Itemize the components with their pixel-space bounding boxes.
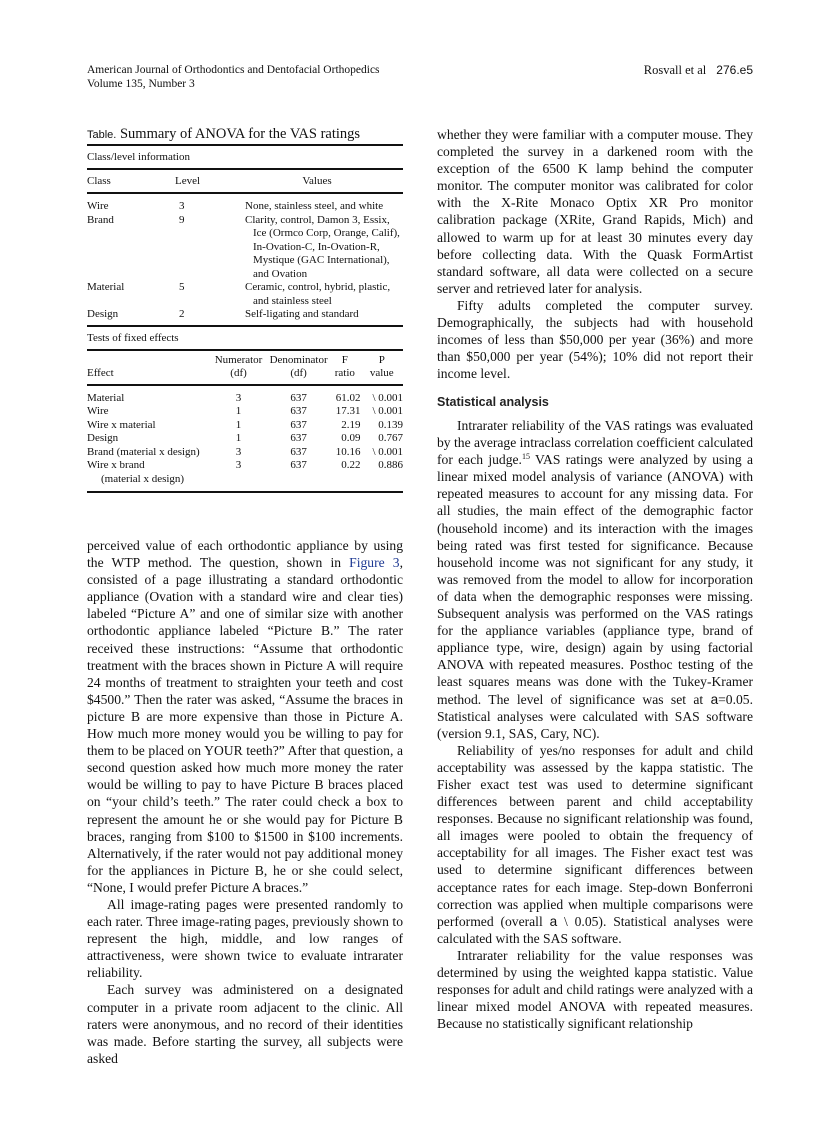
header-line: Numerator: [214, 353, 263, 366]
column-header-f-ratio: [329, 354, 360, 380]
cell-numerator-df: 3: [235, 391, 242, 404]
column-header-denominator: [268, 354, 329, 380]
figure-3-link[interactable]: Figure 3: [349, 555, 400, 571]
cell-f-ratio: 17.31: [335, 405, 361, 417]
page-number: 276.e5: [716, 63, 753, 77]
table-row: [87, 308, 403, 322]
cell-level: 3: [179, 200, 185, 212]
table-row: [87, 392, 403, 406]
paragraph: Fifty adults completed the computer survey. Demographically, the subjects had with household incomes of less than $50,000 per year (36%) and more than $50,000 per year (54%); 10% did not report their income level.: [437, 297, 753, 382]
cell-p-value: 0.139: [378, 418, 404, 431]
paragraph: Intrarater reliability for the value responses was determined by using the weighted kappa statistic. Value responses for adult and child ratings were analyzed with a linear mixed model ANOVA with repeated measures. Because no statistically significant relationship: [437, 947, 753, 1032]
table-row: [87, 459, 403, 486]
cell-p-value: 0.767: [378, 432, 404, 444]
table-row: [87, 405, 403, 419]
text-run: , consisted of a page illustrating a standard orthodontic appliance (Ovation with a standard wire and clear ties) labeled “Picture A” and one of similar size with another orthodontic appliance labeled “Picture B.” The rater received these instructions: “Assume that orthodontic treatment with the braces shown in Picture A will require 24 months of treatment to straighten your teeth and cost $4500.” Then the rater was asked, “Assume the braces in picture B are more expensive than those in Picture A. How much more money would you be willing to pay for them to be placed on YOUR teeth?” After that question, a second question asked how much more money the rater would be willing to pay to have Picture B braces placed on “your child’s teeth.” The rater could check a box to represent the amount he or she would pay for Picture B braces, ranging from $100 to $1500 in $100 increments. Alternatively, if the rater would not pay additional money for the appliances in Picture B, he or she could select, “None, I would prefer Picture A braces.”: [87, 555, 404, 895]
cell-denominator-df: 637: [290, 405, 307, 417]
cell-class: Design: [87, 308, 119, 320]
page-reference: [644, 63, 753, 77]
journal-volume: Volume 135, Number 3: [87, 78, 195, 90]
cell-f-ratio: 61.02: [335, 391, 361, 404]
cell-class: Material: [87, 281, 125, 293]
table-row: [87, 446, 403, 460]
class-section-heading: Class/level information: [87, 151, 190, 163]
table-rule: [87, 491, 403, 493]
header-line: (df): [230, 366, 247, 379]
cell-effect: Design: [87, 432, 119, 444]
right-column-text: [437, 126, 753, 382]
cell-values: Ceramic, control, hybrid, plastic, and stainless steel: [245, 281, 391, 307]
cell-effect: Wire x material: [87, 418, 156, 431]
cell-f-ratio: 2.19: [341, 418, 361, 431]
text-run: Intrarater reliability of the VAS ratings was evaluated by the average intraclass correlation coefficient calculated for each judge.: [437, 418, 754, 468]
cell-values: None, stainless steel, and white: [245, 200, 384, 212]
text-run: Reliability of yes/no responses for adult and child acceptability was assessed by the kappa statistic. The Fisher exact test was used to determine significant differences between parent and child acceptability responses. Because no significant relationship was found, all images were pooled to obtain the frequency of acceptability for all images. The Fisher exact test was used to determine significant differences between acceptance rates for each image. Step-down Bonferroni correction was applied when multiple comparisons were performed (overall: [437, 742, 753, 929]
cell-class: Wire: [87, 200, 109, 212]
effects-table-header: [87, 351, 403, 384]
cell-level: 5: [179, 281, 185, 293]
effects-table-body: [87, 386, 403, 492]
cell-numerator-df: 3: [235, 445, 242, 458]
header-line: ratio: [334, 366, 355, 379]
journal-info: [87, 63, 380, 91]
paragraph: [437, 742, 753, 947]
header-line: Denominator: [269, 353, 328, 366]
table-title: Summary of ANOVA for the VAS ratings: [119, 126, 361, 142]
header-line: F: [341, 353, 348, 366]
cell-f-ratio: 0.09: [341, 432, 361, 444]
cell-effect: [87, 459, 209, 486]
table-caption: [87, 124, 403, 144]
cell-f-ratio: 0.22: [341, 459, 361, 471]
table-row: [87, 419, 403, 433]
reference-15-link[interactable]: 15: [521, 452, 530, 462]
paragraph: Each survey was administered on a designated computer in a private room adjacent to the clinic. All raters were anonymous, and no record of their identities was made. Before starting the survey, all subjects were asked: [87, 982, 403, 1066]
effects-section-heading: Tests of fixed effects: [87, 331, 179, 344]
cell-denominator-df: 637: [290, 445, 307, 458]
cell-class: Brand: [87, 213, 114, 226]
cell-denominator-df: 637: [290, 432, 307, 444]
cell-denominator-df: 637: [290, 391, 307, 404]
table-label: Table.: [87, 129, 117, 141]
cell-level: 2: [179, 308, 185, 320]
cell-p-value: \ 0.001: [372, 405, 404, 417]
header-line: (df): [290, 366, 307, 379]
class-table-body: [87, 194, 403, 325]
cell-level: 9: [179, 213, 185, 226]
cell-effect: Wire: [87, 405, 109, 417]
effect-name: Wire x brand: [87, 459, 145, 471]
text-run: \ 0.05). Statistical analyses were calculated with the SAS software.: [437, 913, 753, 946]
cell-effect: Material: [87, 391, 125, 404]
cell-f-ratio: 10.16: [335, 445, 361, 458]
text-run: perceived value of each orthodontic appliance by using the WTP method. The question, shown in: [87, 538, 403, 571]
cell-effect: Brand (material x design): [87, 445, 200, 458]
statistical-analysis-section: [437, 394, 753, 1032]
alpha-symbol: a: [710, 691, 719, 707]
section-heading: Statistical analysis: [437, 395, 549, 409]
column-header-numerator: [209, 354, 268, 380]
column-header-effect: Effect: [87, 366, 114, 379]
table-row: [87, 200, 403, 214]
text-run: VAS ratings were analyzed by using a linear mixed model analysis of variance (ANOVA) with repeated measures to account for any missing data. For all studies, the main effect of the demographic factor (household income) and its interaction with the images being rated was first tested for significance. Because household income was not significant for any study, it was removed from the model to allow for incorporation of data when the demographic responses were missing. Subsequent analysis was performed on the VAS ratings for the appliance variables (appliance type, brand of appliance type, wire, design) again by using factorial ANOVA with repeated measures. Posthoc testing of the least squares means was done with the Tukey-Kramer method. The level of significance was set at: [437, 452, 753, 707]
paragraph: [437, 417, 753, 742]
cell-values: Clarity, control, Damon 3, Essix, Ice (Ormco Corp, Orange, Calif), In-Ovation-C, In-Ovation-R, Mystique (GAC International), and Ovation: [245, 213, 400, 280]
cell-numerator-df: 1: [235, 418, 242, 431]
table-row: [87, 281, 403, 308]
author-reference: Rosvall et al: [643, 63, 707, 77]
alpha-symbol: a: [549, 913, 558, 929]
cell-numerator-df: 3: [235, 459, 242, 471]
effect-name-continued: (material x design): [101, 472, 185, 485]
cell-p-value: \ 0.001: [372, 445, 404, 458]
column-header-values: Values: [302, 175, 332, 187]
paragraph: whether they were familiar with a computer mouse. They completed the survey in a darkened room with the exception of the 6500 K lamp behind the computer monitor. The computer monitor was calibrated for color with the X-Rite Monaco Optix XR Pro monitor calibration package (XRite, Grand Rapids, Mich) and allowed to warm up for at least 30 minutes every day before collecting data. With the Quask FormArtist standard software, all data were collected on a secure server and retrieved later for analysis.: [437, 127, 753, 296]
anova-table: [87, 124, 403, 493]
column-header-class: Class: [87, 175, 111, 187]
table-row: [87, 432, 403, 446]
paragraph: All image-rating pages were presented randomly to each rater. Three image-rating pages, previously shown to represent the high, middle, and low ranges of attractiveness, were shown twice to evaluate intrarater reliability.: [87, 896, 403, 981]
cell-denominator-df: 637: [290, 418, 307, 431]
text-run: =0.05. Statistical analyses were calculated with SAS software (version 9.1, SAS, Cary, NC).: [437, 691, 753, 741]
column-header-p-value: [361, 354, 404, 380]
class-table-header: [87, 170, 403, 192]
table-row: [87, 214, 403, 282]
cell-p-value: \ 0.001: [372, 391, 404, 404]
left-column-text: [87, 537, 403, 1067]
journal-name: American Journal of Orthodontics and Dentofacial Orthopedics: [87, 64, 380, 76]
cell-numerator-df: 1: [235, 432, 242, 444]
header-line: P: [378, 353, 385, 366]
cell-p-value: 0.886: [378, 459, 404, 471]
cell-numerator-df: 1: [235, 405, 242, 417]
paragraph: [87, 537, 403, 896]
column-header-level: Level: [175, 175, 201, 187]
cell-denominator-df: 637: [290, 459, 307, 471]
cell-values: Self-ligating and standard: [245, 308, 359, 320]
header-line: value: [369, 366, 394, 379]
